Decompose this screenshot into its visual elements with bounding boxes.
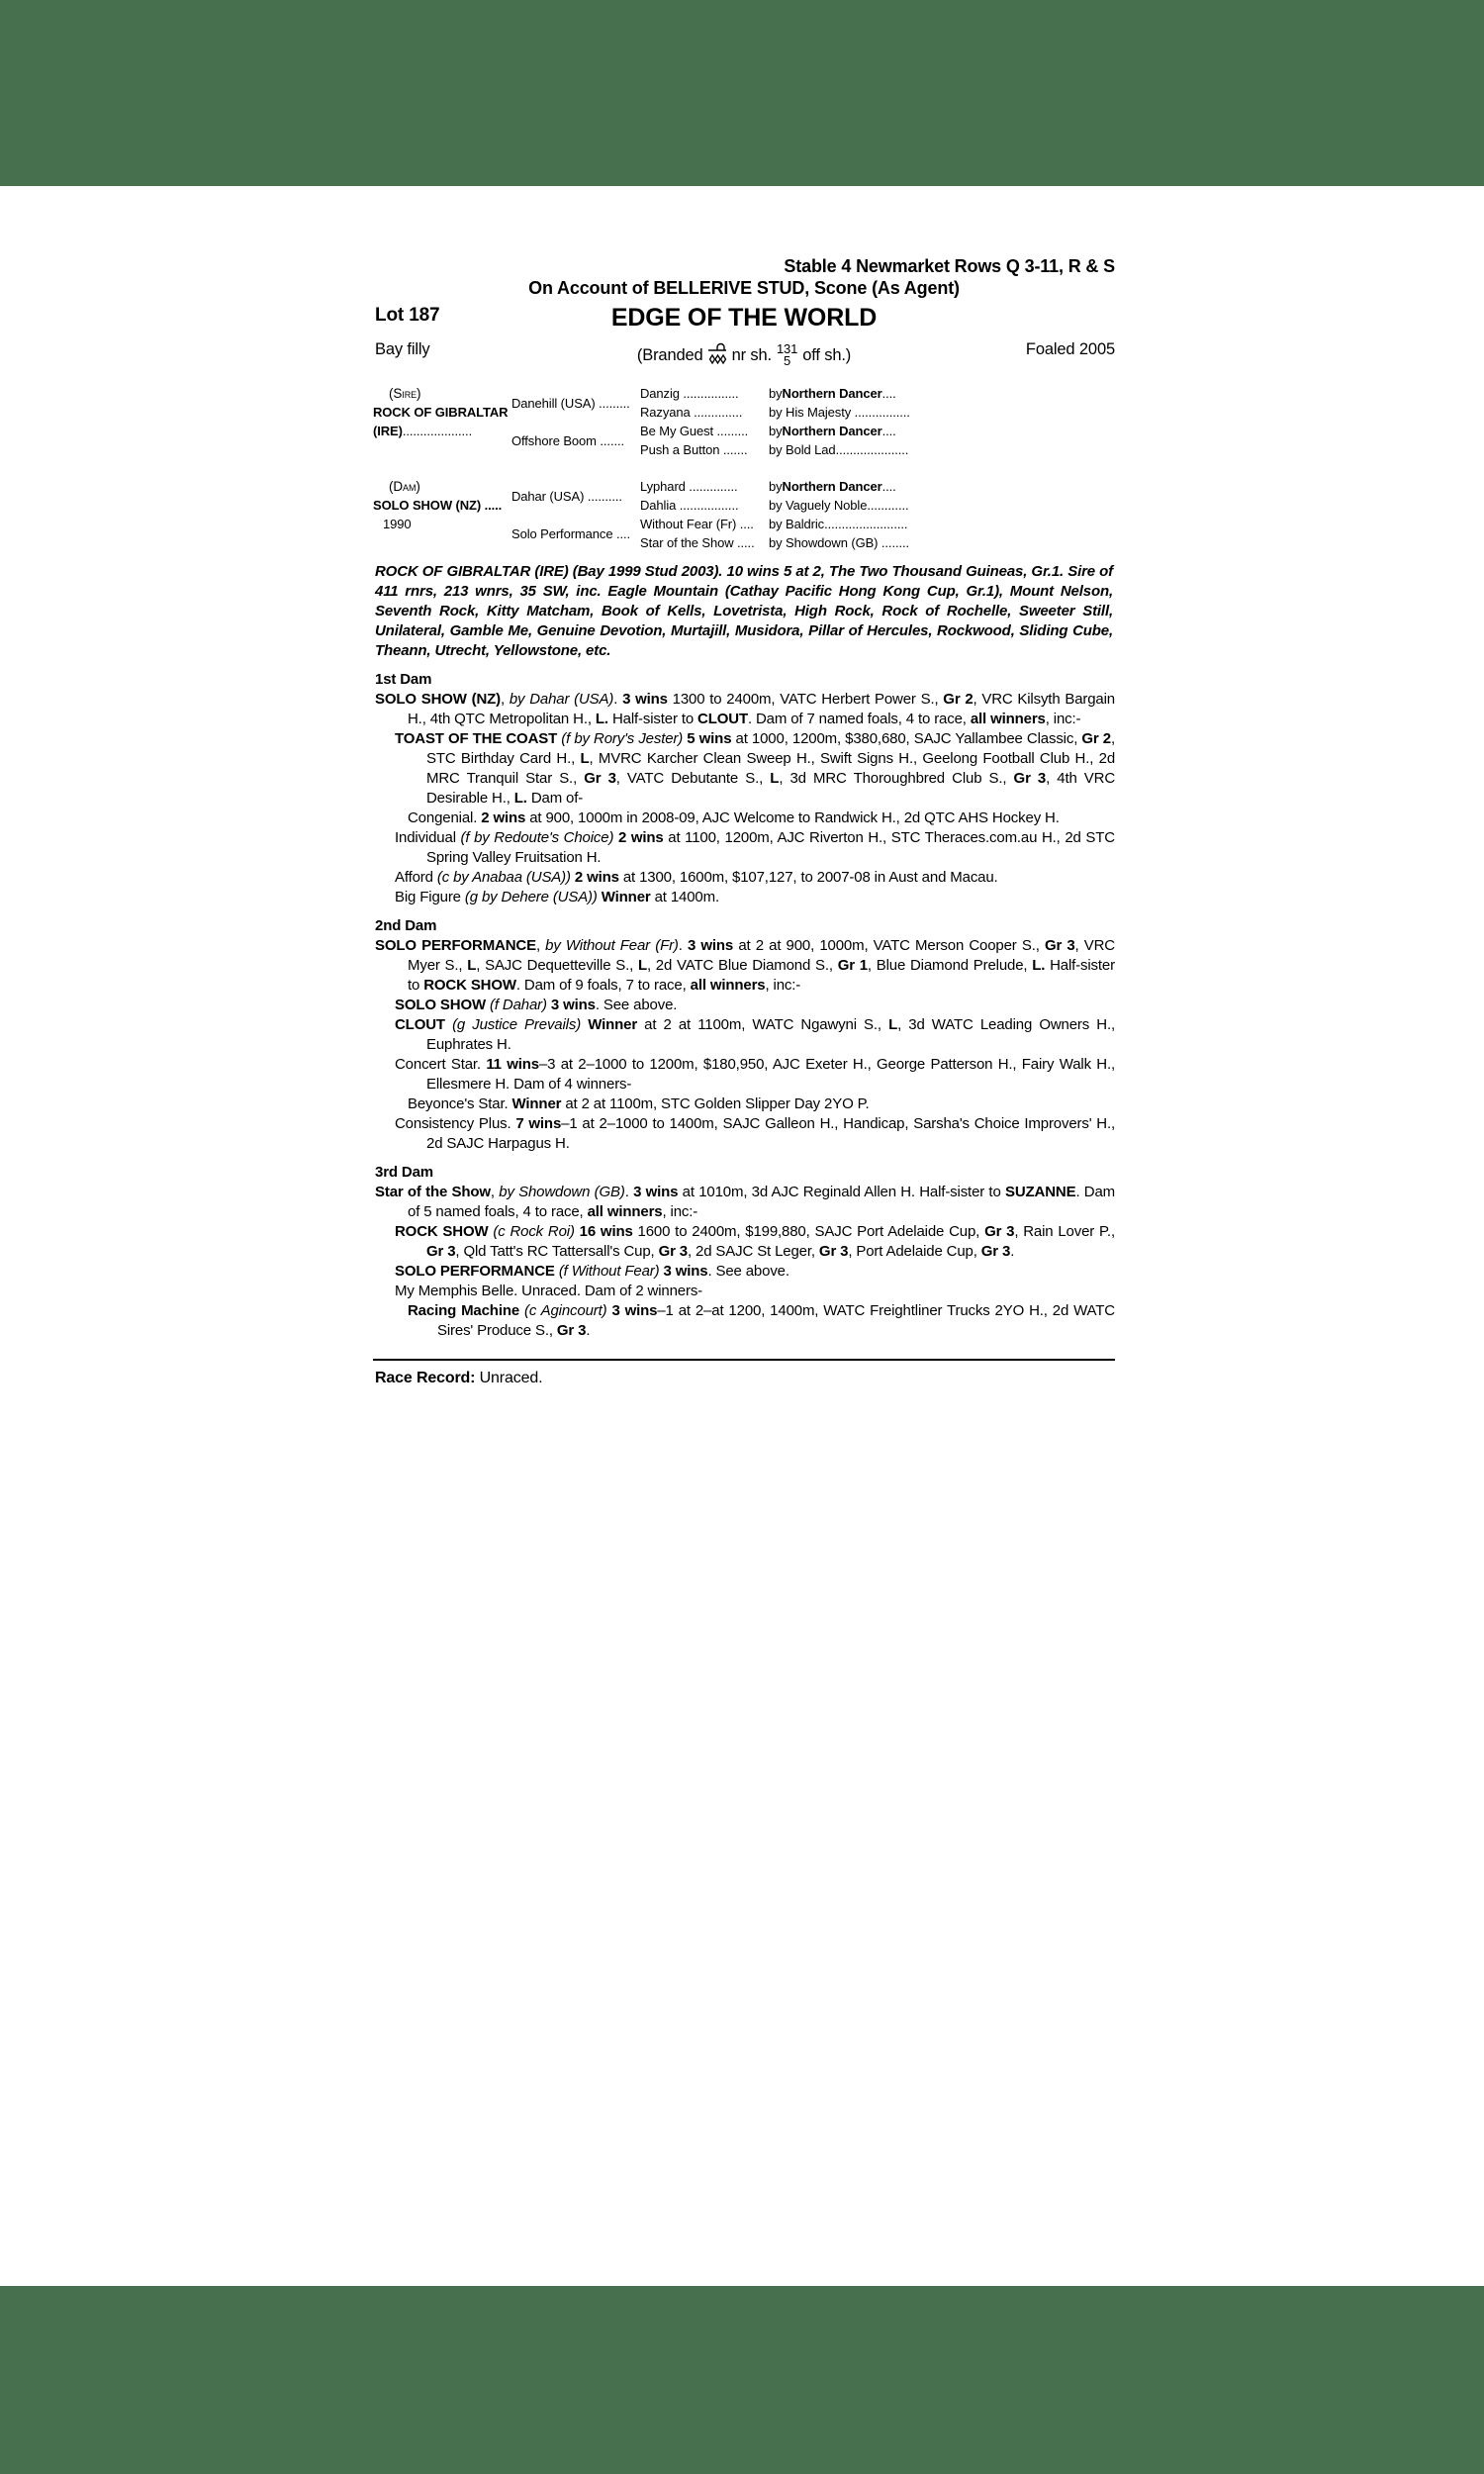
grandparent-name: Offshore Boom ....... <box>511 432 624 448</box>
account-line: On Account of BELLERIVE STUD, Scone (As Agent) <box>528 278 960 298</box>
great-grandparent-name: Dahlia ................. <box>640 498 739 513</box>
great-grandparent-sire: by Vaguely Noble............ <box>769 498 909 513</box>
great-grandparent-name: Razyana .............. <box>640 405 743 420</box>
dam-section-heading: 3rd Dam <box>375 1164 433 1181</box>
dam-section-heading: 2nd Dam <box>375 917 437 934</box>
stable-line: Stable 4 Newmarket Rows Q 3-11, R & S <box>784 256 1115 276</box>
pedigree-paragraph: Racing Machine (c Agincourt) 3 wins–1 at 2–at 1200, 1400m, WATC Freightliner Trucks 2YO H., 2d WATC Sires' Produce S., Gr 3. <box>408 1302 1115 1339</box>
sex-line: Bay filly <box>375 340 430 358</box>
pedigree-paragraph: Individual (f by Redoute's Choice) 2 wins at 1100, 1200m, AJC Riverton H., STC Theraces.com.au H., 2d STC Spring Valley Fruitsation H. <box>395 829 1115 866</box>
brand-number-top: 131 <box>776 341 798 356</box>
great-grandparent-sire: by Baldric........................ <box>769 517 908 531</box>
race-record <box>373 1370 1115 1387</box>
bottom-green-band <box>0 2286 1484 2474</box>
branded-prefix: (Branded <box>636 345 703 364</box>
divider-rule <box>373 1359 1115 1361</box>
pedigree-paragraph: Consistency Plus. 7 wins–1 at 2–1000 to 1400m, SAJC Galleon H., Handicap, Sarsha's Choice Improvers' H., 2d SAJC Harpagus H. <box>395 1115 1116 1152</box>
foaled-line: Foaled 2005 <box>1025 340 1115 358</box>
pedigree-paragraph: TOAST OF THE COAST (f by Rory's Jester) 5 wins at 1000, 1200m, $380,680, SAJC Yallambee Classic, Gr 2, STC Birthday Card H., L, MVRC Karcher Clean Sweep H., Swift Signs H., Geelong Football Club H., 2d MRC Tranquil Star S., Gr 3, VATC Debutante S., L, 3d MRC Thoroughbred Club S., Gr 3, 4th VRC Desirable H., L. Dam of- <box>395 730 1116 807</box>
grandparent-name: Solo Performance .... <box>511 525 631 541</box>
pedigree-paragraph: Concert Star. 11 wins–3 at 2–1000 to 1200m, $180,950, AJC Exeter H., George Patterson H., Fairy Walk H., Ellesmere H. Dam of 4 winners- <box>395 1056 1115 1093</box>
lot-title-row <box>373 301 1115 334</box>
grandparent-name: Danehill (USA) ......... <box>511 395 630 411</box>
page-content <box>373 255 1115 1387</box>
pedigree-table <box>373 384 1115 552</box>
pedigree-paragraph: Beyonce's Star. Winner at 2 at 1100m, STC Golden Slipper Day 2YO P. <box>408 1095 870 1112</box>
great-grandparent-sire: by Bold Lad..................... <box>769 442 909 457</box>
pedigree-paragraph: Star of the Show, by Showdown (GB). 3 wins at 1010m, 3d AJC Reginald Allen H. Half-sister to SUZANNE. Dam of 5 named foals, 4 to race, all winners, inc:- <box>375 1184 1116 1220</box>
great-grandparent-sire: by Northern Dancer .... <box>769 386 896 401</box>
generation-label: (Dam) <box>389 479 420 494</box>
pedigree-paragraph: Afford (c by Anabaa (USA)) 2 wins at 1300, 1600m, $107,127, to 2007-08 in Aust and Macau. <box>395 869 998 886</box>
pedigree-paragraph: My Memphis Belle. Unraced. Dam of 2 winners- <box>395 1283 703 1299</box>
ancestor-block <box>373 384 511 459</box>
great-grandparent-sire: by Northern Dancer .... <box>769 424 896 438</box>
pedigree-paragraph: SOLO PERFORMANCE (f Without Fear) 3 wins. See above. <box>395 1263 789 1280</box>
ancestor-name-continued: (IRE).................... <box>373 424 473 438</box>
race-record-value: Unraced. <box>475 1370 543 1386</box>
brand-line <box>373 334 1115 376</box>
ancestor-block <box>373 477 511 552</box>
great-grandparent-name: Lyphard .............. <box>640 479 738 494</box>
pedigree-paragraph: Congenial. 2 wins at 900, 1000m in 2008-09, AJC Welcome to Randwick H., 2d QTC AHS Hockey H. <box>408 809 1060 826</box>
great-grandparent-sire: by His Majesty ................ <box>769 405 910 420</box>
top-green-band <box>0 0 1484 186</box>
stud-brand-icon <box>708 342 727 368</box>
branded-mid: nr sh. <box>731 345 772 364</box>
pedigree-paragraph: ROCK SHOW (c Rock Roi) 16 wins 1600 to 2400m, $199,880, SAJC Port Adelaide Cup, Gr 3, Rain Lover P., Gr 3, Qld Tatt's RC Tattersall's Cup, Gr 3, 2d SAJC St Leger, Gr 3, Port Adelaide Cup, Gr 3. <box>395 1223 1115 1260</box>
great-grandparent-sire: by Showdown (GB) ........ <box>769 535 909 550</box>
pedigree-paragraph: SOLO SHOW (NZ), by Dahar (USA). 3 wins 1300 to 2400m, VATC Herbert Power S., Gr 2, VRC Kilsyth Bargain H., 4th QTC Metropolitan H., L. Half-sister to CLOUT. Dam of 7 named foals, 4 to race, all winners, inc:- <box>375 691 1115 727</box>
dam-sections <box>373 670 1115 1341</box>
great-grandparent-name: Star of the Show ..... <box>640 535 755 550</box>
great-grandparent-name: Push a Button ....... <box>640 442 748 457</box>
grandparent-name: Dahar (USA) .......... <box>511 488 622 504</box>
generation-label: (Sire) <box>389 386 421 401</box>
pedigree-paragraph: CLOUT (g Justice Prevails) Winner at 2 at 1100m, WATC Ngawyni S., L, 3d WATC Leading Owners H., Euphrates H. <box>395 1016 1115 1053</box>
details-row <box>373 334 1115 376</box>
ancestor-name: SOLO SHOW (NZ) ..... <box>373 498 503 513</box>
ancestor-name-continued: 1990 <box>383 517 412 531</box>
brand-number-bottom: 5 <box>784 353 791 368</box>
lot-number: Lot 187 <box>375 305 440 326</box>
pedigree-paragraph: SOLO SHOW (f Dahar) 3 wins. See above. <box>395 997 678 1013</box>
brand-number <box>777 343 797 367</box>
race-record-label: Race Record: <box>375 1370 476 1386</box>
pedigree-paragraph: Big Figure (g by Dehere (USA)) Winner at 1400m. <box>395 889 719 905</box>
great-grandparent-name: Be My Guest ......... <box>640 424 749 438</box>
great-grandparent-name: Danzig ................ <box>640 386 739 401</box>
pedigree-paragraph: SOLO PERFORMANCE, by Without Fear (Fr). 3 wins at 2 at 900, 1000m, VATC Merson Cooper S., Gr 3, VRC Myer S., L, SAJC Dequetteville S., L, 2d VATC Blue Diamond S., Gr 1, Blue Diamond Prelude, L. Half-sister to ROCK SHOW. Dam of 9 foals, 7 to race, all winners, inc:- <box>375 937 1115 994</box>
dam-section-heading: 1st Dam <box>375 671 432 688</box>
horse-name: EDGE OF THE WORLD <box>610 304 878 332</box>
great-grandparent-name: Without Fear (Fr) .... <box>640 517 754 531</box>
sire-group <box>373 384 1115 459</box>
branded-suffix: off sh.) <box>802 345 852 364</box>
great-grandparent-sire: by Northern Dancer .... <box>769 479 896 494</box>
ancestor-name: ROCK OF GIBRALTAR <box>373 405 509 420</box>
dam-group <box>373 477 1115 552</box>
sire-summary: ROCK OF GIBRALTAR (IRE) (Bay 1999 Stud 2003). 10 wins 5 at 2, The Two Thousand Guineas, Gr.1. Sire of 411 rnrs, 213 wnrs, 35 SW, inc. Eagle Mountain (Cathay Pacific Hong Kong Cup, Gr.1), Mount Nelson, Seventh Rock, Kitty Matcham, Book of Kells, Lovetrista, High Rock, Rock of Rochelle, Sweeter Still, Unilateral, Gamble Me, Genuine Devotion, Murtajill, Musidora, Pillar of Hercules, Rockwood, Sliding Cube, Theann, Utrecht, Yellowstone, etc. <box>375 563 1113 659</box>
